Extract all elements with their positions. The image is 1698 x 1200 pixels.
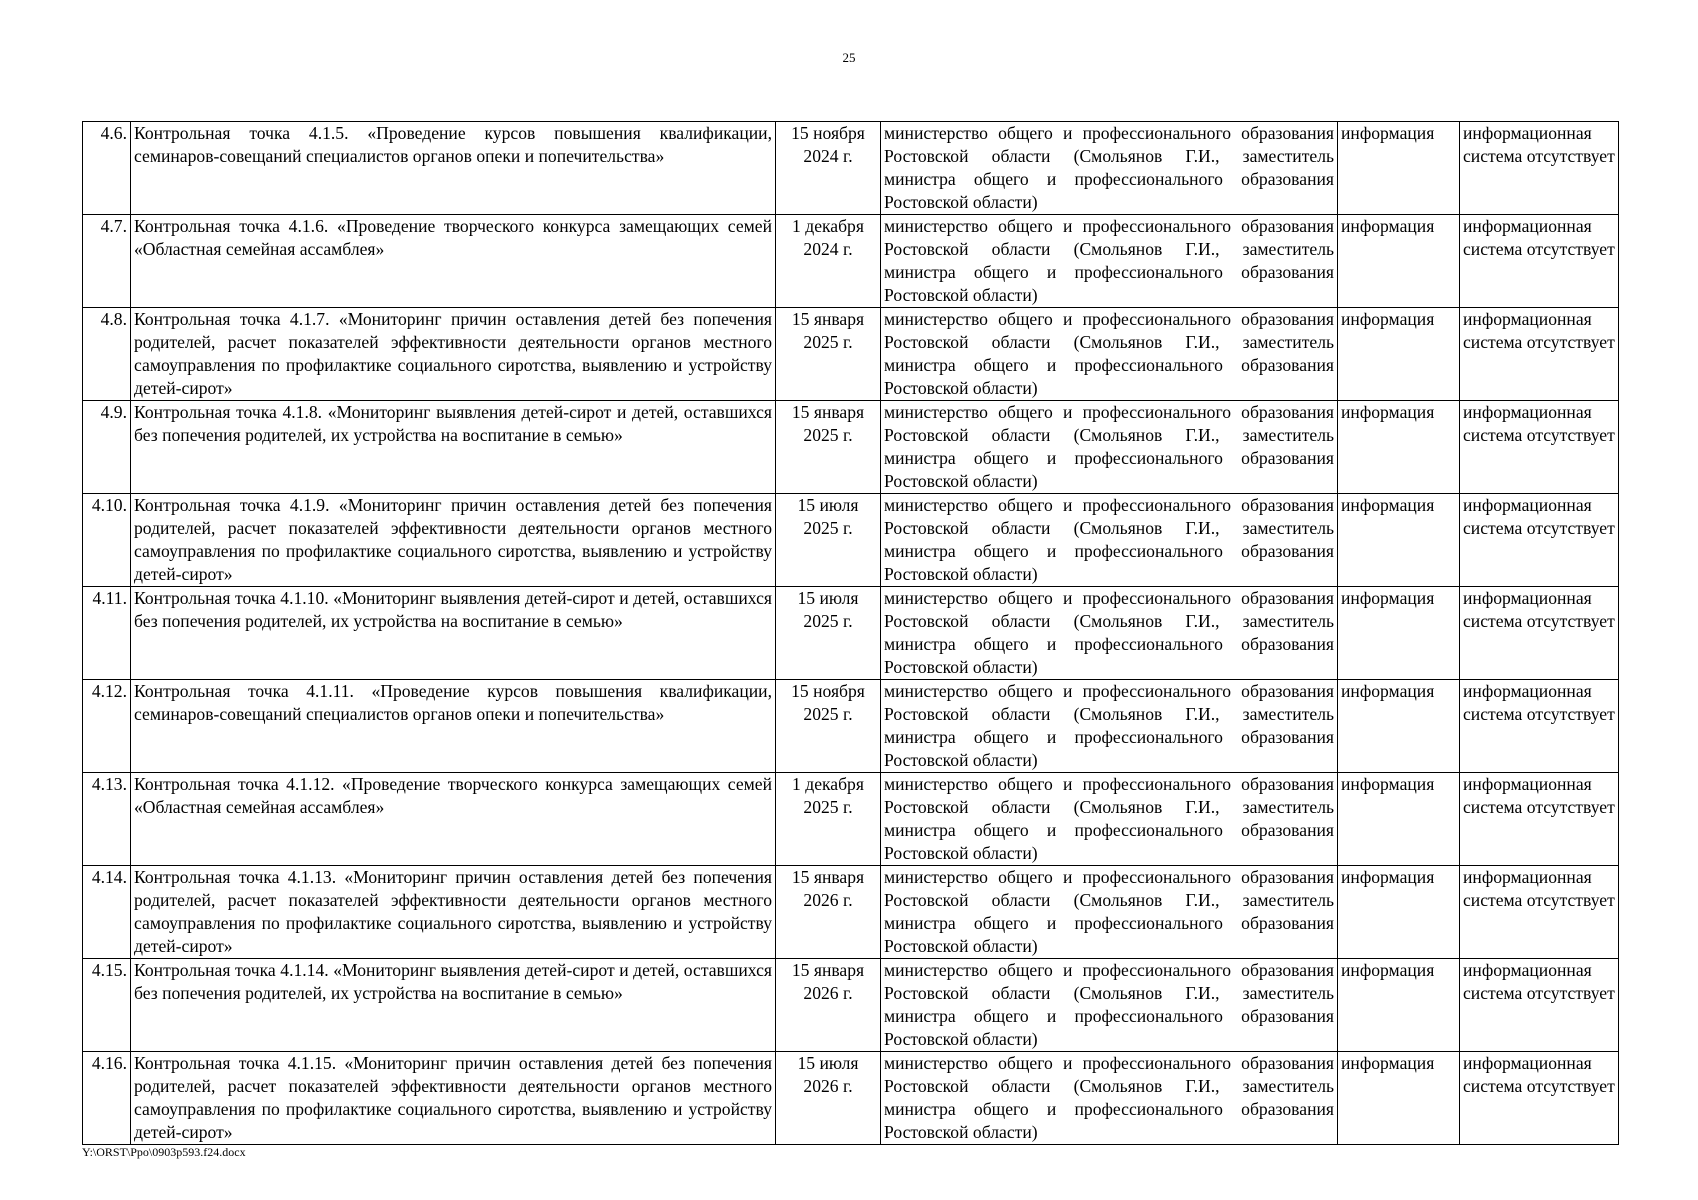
control-point-description-cell: Контрольная точка 4.1.5. «Проведение курсов повышения квалификации, семинаров-совещаний специалистов органов опеки и попечительства» <box>131 122 776 215</box>
document-type-cell: информация <box>1338 494 1460 587</box>
deadline-date-cell: 15 января 2026 г. <box>776 959 881 1052</box>
document-type-cell: информация <box>1338 680 1460 773</box>
responsible-executor-cell: министерство общего и профессионального образования Ростовской области (Смольянов Г.И., заместитель министра общего и профессионального образования Ростовской области) <box>881 866 1338 959</box>
row-number-cell: 4.7. <box>83 215 131 308</box>
information-system-cell: информационная система отсутствует <box>1460 680 1619 773</box>
information-system-cell: информационная система отсутствует <box>1460 122 1619 215</box>
control-point-description-cell: Контрольная точка 4.1.10. «Мониторинг выявления детей-сирот и детей, оставшихся без попечения родителей, их устройства на воспитание в семью» <box>131 587 776 680</box>
information-system-cell: информационная система отсутствует <box>1460 773 1619 866</box>
information-system-cell: информационная система отсутствует <box>1460 308 1619 401</box>
control-point-description-cell: Контрольная точка 4.1.7. «Мониторинг причин оставления детей без попечения родителей, расчет показателей эффективности деятельности органов местного самоуправления по профилактике социального сиротства, выявлению и устройству детей-сирот» <box>131 308 776 401</box>
table-row <box>83 1052 1619 1145</box>
information-system-cell: информационная система отсутствует <box>1460 494 1619 587</box>
document-type-cell: информация <box>1338 866 1460 959</box>
table-row <box>83 401 1619 494</box>
deadline-date-cell: 15 января 2026 г. <box>776 866 881 959</box>
information-system-cell: информационная система отсутствует <box>1460 587 1619 680</box>
responsible-executor-cell: министерство общего и профессионального образования Ростовской области (Смольянов Г.И., заместитель министра общего и профессионального образования Ростовской области) <box>881 959 1338 1052</box>
deadline-date-cell: 15 июля 2025 г. <box>776 587 881 680</box>
control-point-description-cell: Контрольная точка 4.1.12. «Проведение творческого конкурса замещающих семей «Областная семейная ассамблея» <box>131 773 776 866</box>
deadline-date-cell: 15 июля 2026 г. <box>776 1052 881 1145</box>
row-number-cell: 4.16. <box>83 1052 131 1145</box>
page-number: 25 <box>842 50 856 65</box>
deadline-date-cell: 15 января 2025 г. <box>776 401 881 494</box>
document-type-cell: информация <box>1338 122 1460 215</box>
table-row <box>83 122 1619 215</box>
responsible-executor-cell: министерство общего и профессионального образования Ростовской области (Смольянов Г.И., заместитель министра общего и профессионального образования Ростовской области) <box>881 587 1338 680</box>
row-number-cell: 4.6. <box>83 122 131 215</box>
footer-file-path: Y:\ORST\Ppo\0903p593.f24.docx <box>82 1145 246 1159</box>
document-type-cell: информация <box>1338 215 1460 308</box>
document-type-cell: информация <box>1338 401 1460 494</box>
deadline-date-cell: 15 января 2025 г. <box>776 308 881 401</box>
responsible-executor-cell: министерство общего и профессионального образования Ростовской области (Смольянов Г.И., заместитель министра общего и профессионального образования Ростовской области) <box>881 308 1338 401</box>
responsible-executor-cell: министерство общего и профессионального образования Ростовской области (Смольянов Г.И., заместитель министра общего и профессионального образования Ростовской области) <box>881 494 1338 587</box>
row-number-cell: 4.15. <box>83 959 131 1052</box>
document-type-cell: информация <box>1338 587 1460 680</box>
table-row <box>83 773 1619 866</box>
responsible-executor-cell: министерство общего и профессионального образования Ростовской области (Смольянов Г.И., заместитель министра общего и профессионального образования Ростовской области) <box>881 1052 1338 1145</box>
table-row <box>83 959 1619 1052</box>
document-type-cell: информация <box>1338 959 1460 1052</box>
control-point-description-cell: Контрольная точка 4.1.8. «Мониторинг выявления детей-сирот и детей, оставшихся без попечения родителей, их устройства на воспитание в семью» <box>131 401 776 494</box>
row-number-cell: 4.11. <box>83 587 131 680</box>
row-number-cell: 4.14. <box>83 866 131 959</box>
deadline-date-cell: 15 ноября 2024 г. <box>776 122 881 215</box>
document-type-cell: информация <box>1338 1052 1460 1145</box>
responsible-executor-cell: министерство общего и профессионального образования Ростовской области (Смольянов Г.И., заместитель министра общего и профессионального образования Ростовской области) <box>881 773 1338 866</box>
table-row <box>83 866 1619 959</box>
information-system-cell: информационная система отсутствует <box>1460 215 1619 308</box>
row-number-cell: 4.9. <box>83 401 131 494</box>
table-row <box>83 494 1619 587</box>
control-point-description-cell: Контрольная точка 4.1.9. «Мониторинг причин оставления детей без попечения родителей, расчет показателей эффективности деятельности органов местного самоуправления по профилактике социального сиротства, выявлению и устройству детей-сирот» <box>131 494 776 587</box>
control-point-description-cell: Контрольная точка 4.1.11. «Проведение курсов повышения квалификации, семинаров-совещаний специалистов органов опеки и попечительства» <box>131 680 776 773</box>
responsible-executor-cell: министерство общего и профессионального образования Ростовской области (Смольянов Г.И., заместитель министра общего и профессионального образования Ростовской области) <box>881 680 1338 773</box>
responsible-executor-cell: министерство общего и профессионального образования Ростовской области (Смольянов Г.И., заместитель министра общего и профессионального образования Ростовской области) <box>881 215 1338 308</box>
control-point-description-cell: Контрольная точка 4.1.6. «Проведение творческого конкурса замещающих семей «Областная семейная ассамблея» <box>131 215 776 308</box>
control-point-description-cell: Контрольная точка 4.1.13. «Мониторинг причин оставления детей без попечения родителей, расчет показателей эффективности деятельности органов местного самоуправления по профилактике социального сиротства, выявлению и устройству детей-сирот» <box>131 866 776 959</box>
table-row <box>83 215 1619 308</box>
deadline-date-cell: 1 декабря 2024 г. <box>776 215 881 308</box>
table-row <box>83 587 1619 680</box>
row-number-cell: 4.12. <box>83 680 131 773</box>
information-system-cell: информационная система отсутствует <box>1460 959 1619 1052</box>
deadline-date-cell: 1 декабря 2025 г. <box>776 773 881 866</box>
control-points-table <box>82 121 1619 1145</box>
table-row <box>83 680 1619 773</box>
table-row <box>83 308 1619 401</box>
information-system-cell: информационная система отсутствует <box>1460 1052 1619 1145</box>
information-system-cell: информационная система отсутствует <box>1460 866 1619 959</box>
row-number-cell: 4.10. <box>83 494 131 587</box>
information-system-cell: информационная система отсутствует <box>1460 401 1619 494</box>
responsible-executor-cell: министерство общего и профессионального образования Ростовской области (Смольянов Г.И., заместитель министра общего и профессионального образования Ростовской области) <box>881 122 1338 215</box>
control-point-description-cell: Контрольная точка 4.1.14. «Мониторинг выявления детей-сирот и детей, оставшихся без попечения родителей, их устройства на воспитание в семью» <box>131 959 776 1052</box>
document-type-cell: информация <box>1338 308 1460 401</box>
document-type-cell: информация <box>1338 773 1460 866</box>
responsible-executor-cell: министерство общего и профессионального образования Ростовской области (Смольянов Г.И., заместитель министра общего и профессионального образования Ростовской области) <box>881 401 1338 494</box>
control-point-description-cell: Контрольная точка 4.1.15. «Мониторинг причин оставления детей без попечения родителей, расчет показателей эффективности деятельности органов местного самоуправления по профилактике социального сиротства, выявлению и устройству детей-сирот» <box>131 1052 776 1145</box>
row-number-cell: 4.8. <box>83 308 131 401</box>
table-body <box>83 122 1619 1145</box>
row-number-cell: 4.13. <box>83 773 131 866</box>
deadline-date-cell: 15 июля 2025 г. <box>776 494 881 587</box>
deadline-date-cell: 15 ноября 2025 г. <box>776 680 881 773</box>
